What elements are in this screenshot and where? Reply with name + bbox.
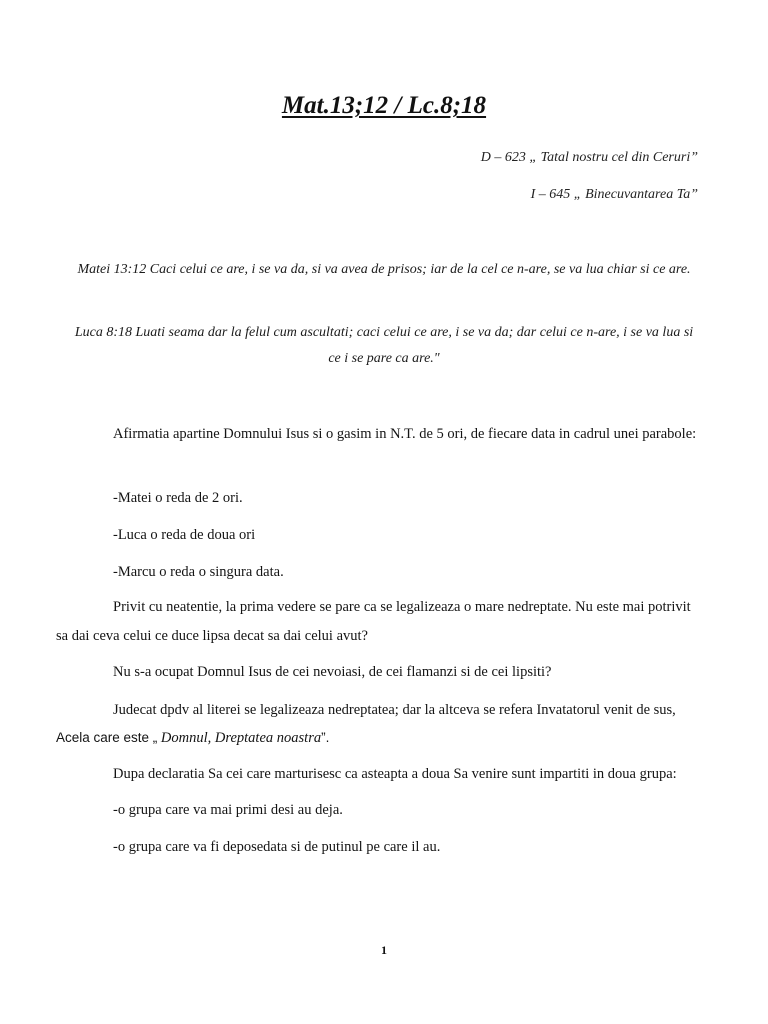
paragraph-nedreptate: Privit cu neatentie, la prima vedere se pare ca se legalizeaza o mare nedreptate. Nu este mai potrivit sa dai ceva celui ce duce lipsa decat sa dai celui avut? xyxy=(56,599,691,644)
acela-text: Acela care este „ xyxy=(56,730,158,745)
hymn-reference-2: I – 645 „ Binecuvantarea Ta” xyxy=(530,187,698,202)
closing-quote: ”. xyxy=(321,730,330,745)
list-item-grupa-1: -o grupa care va mai primi desi au deja. xyxy=(113,802,343,818)
paragraph-nevoiasi: Nu s-a ocupat Domnul Isus de cei nevoiasi, de cei flamanzi si de cei lipsiti? xyxy=(113,664,552,680)
hymn-reference-1: D – 623 „ Tatal nostru cel din Ceruri” xyxy=(480,150,698,165)
page-title: Mat.13;12 / Lc.8;18 xyxy=(281,92,487,119)
page-number: 1 xyxy=(381,943,387,957)
paragraph-judecat: Judecat dpdv al literei se legalizeaza nedreptatea; dar la altceva se refera Invatatorul venit de sus, xyxy=(113,702,676,718)
paragraph-declaratia: Dupa declaratia Sa cei care marturisesc ca asteapta a doua Sa venire sunt impartiti in doua grupa: xyxy=(113,766,677,782)
list-item-grupa-2: -o grupa care va fi deposedata si de putinul pe care il au. xyxy=(113,839,441,855)
list-item-luca: -Luca o reda de doua ori xyxy=(113,527,256,543)
list-item-matei: -Matei o reda de 2 ori. xyxy=(113,490,243,506)
paragraph-judecat-continued xyxy=(56,730,329,747)
domnul-dreptatea-text: Domnul, Dreptatea noastra xyxy=(157,730,322,746)
paragraph-intro: Afirmatia apartine Domnului Isus si o gasim in N.T. de 5 ori, de fiecare data in cadrul unei parabole: xyxy=(113,426,697,442)
verse-luca: Luca 8:18 Luati seama dar la felul cum ascultati; caci celui ce are, i se va da; dar celui ce n-are, i se va lua si ce i se pare ca are." xyxy=(74,325,694,366)
verse-matei: Matei 13:12 Caci celui ce are, i se va da, si va avea de prisos; iar de la cel ce n-are, se va lua chiar si ce are. xyxy=(77,262,691,277)
list-item-marcu: -Marcu o reda o singura data. xyxy=(113,564,284,580)
